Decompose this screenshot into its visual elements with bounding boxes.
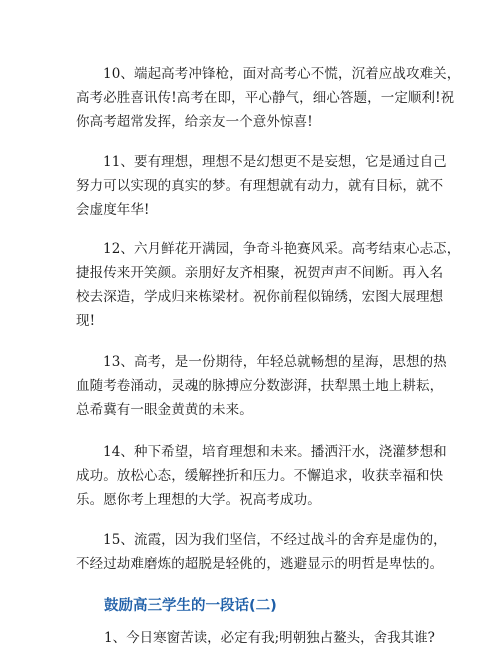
paragraph-line: 10、端起高考冲锋枪，面对高考心不慌，沉着应战攻难关， bbox=[103, 66, 461, 82]
paragraph-13 bbox=[76, 350, 447, 422]
paragraph-line: 成功。放松心态，缓解挫折和压力。不懈追求，收获幸福和快 bbox=[76, 468, 444, 484]
paragraph-line: 11、要有理想，理想不是幻想更不是妄想，它是通过自己 bbox=[103, 154, 447, 170]
paragraph-line: 高考必胜喜讯传!高考在即，平心静气，细心答题，一定顺利!祝 bbox=[76, 90, 455, 106]
paragraph-line: 努力可以实现的真实的梦。有理想就有动力，就有目标，就不 bbox=[76, 178, 444, 194]
paragraph-line: 校去深造，学成归来栋梁材。祝你前程似锦绣，宏图大展理想 bbox=[76, 289, 444, 305]
paragraph-line: 不经过劫难磨炼的超脱是轻佻的，逃避显示的明哲是卑怯的。 bbox=[76, 556, 444, 572]
paragraph-10 bbox=[76, 62, 461, 134]
paragraph-12 bbox=[76, 237, 461, 333]
paragraph-15 bbox=[76, 528, 447, 576]
paragraph-line: 捷报传来开笑颜。亲朋好友齐相聚，祝贺声声不间断。再入名 bbox=[76, 265, 444, 281]
paragraph-line: 13、高考，是一份期待，年轻总就畅想的星海，思想的热 bbox=[103, 354, 447, 370]
paragraph-line: 会虚度年华! bbox=[76, 202, 150, 218]
paragraph-14 bbox=[76, 440, 447, 512]
paragraph-line: 15、流霞，因为我们坚信，不经过战斗的舍弃是虚伪的， bbox=[103, 532, 447, 548]
paragraph-line: 14、种下希望，培育理想和未来。播洒汗水，浇灌梦想和 bbox=[103, 444, 447, 460]
paragraph-11 bbox=[76, 150, 447, 222]
paragraph-line: 血随考卷涌动，灵魂的脉搏应分数澎湃，扶犁黑土地上耕耘， bbox=[76, 378, 444, 394]
paragraph-line: 现! bbox=[76, 313, 96, 329]
paragraph-line: 总希冀有一眼金黄黄的未来。 bbox=[76, 402, 253, 418]
section-heading: 鼓励高三学生的一段话(二) bbox=[104, 598, 277, 614]
paragraph-line: 乐。愿你考上理想的大学。祝高考成功。 bbox=[76, 492, 321, 508]
paragraph-line: 你高考超常发挥，给亲友一个意外惊喜! bbox=[76, 114, 313, 130]
paragraph-line: 12、六月鲜花开满园，争奇斗艳赛风采。高考结束心忐忑， bbox=[103, 241, 461, 257]
partial-paragraph-line: 1、今日寒窗苦读，必定有我;明朝独占鳌头，舍我其谁? bbox=[104, 630, 435, 646]
